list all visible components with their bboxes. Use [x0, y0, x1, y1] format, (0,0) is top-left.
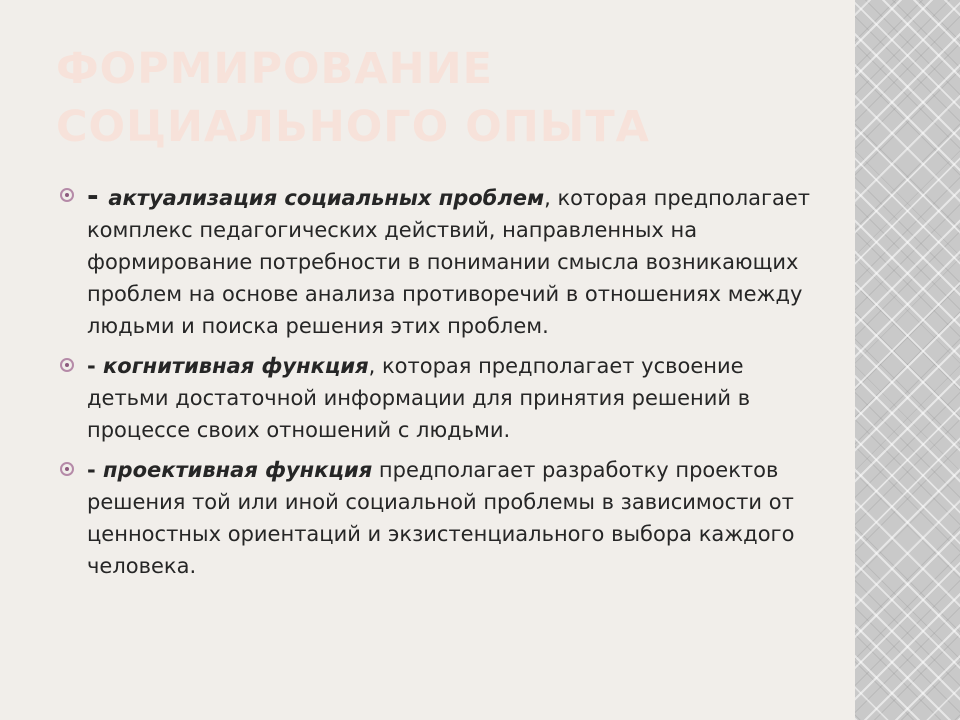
decorative-side-pattern — [855, 0, 960, 720]
item-term: актуализация социальных проблем — [108, 186, 545, 210]
item-text: предполагает разработку проектов решения той или иной социальной проблемы в зависимости от ценностных ориентаций и экзистенциального выбора каждого человека. — [87, 458, 795, 578]
item-text: , которая предполагает усвоение детьми достаточной информации для принятия решений в процессе своих отношений с людьми. — [87, 354, 751, 442]
item-text: , которая предполагает комплекс педагогических действий, направленных на формирование потребности в понимании смысла возникающих проблем на основе анализа противоречий в отношениях между людьми и поиска решения этих проблем. — [87, 186, 811, 338]
item-dash: - — [87, 179, 109, 212]
list-item-social-problems — [60, 180, 820, 342]
item-dash: - — [87, 458, 104, 482]
slide-title — [56, 40, 816, 156]
circle-bullet-icon — [60, 188, 74, 202]
list-item-projective-function — [60, 454, 820, 582]
slide-title-line-2: СОЦИАЛЬНОГО ОПЫТА — [56, 102, 650, 152]
item-term: проективная функция — [103, 458, 373, 482]
item-term: когнитивная функция — [103, 354, 369, 378]
item-dash: - — [87, 354, 104, 378]
circle-bullet-icon — [60, 462, 74, 476]
circle-bullet-icon — [60, 358, 74, 372]
slide-body — [60, 180, 820, 590]
list-item-cognitive-function — [60, 350, 820, 446]
slide-title-line-1: ФОРМИРОВАНИЕ — [56, 44, 493, 94]
